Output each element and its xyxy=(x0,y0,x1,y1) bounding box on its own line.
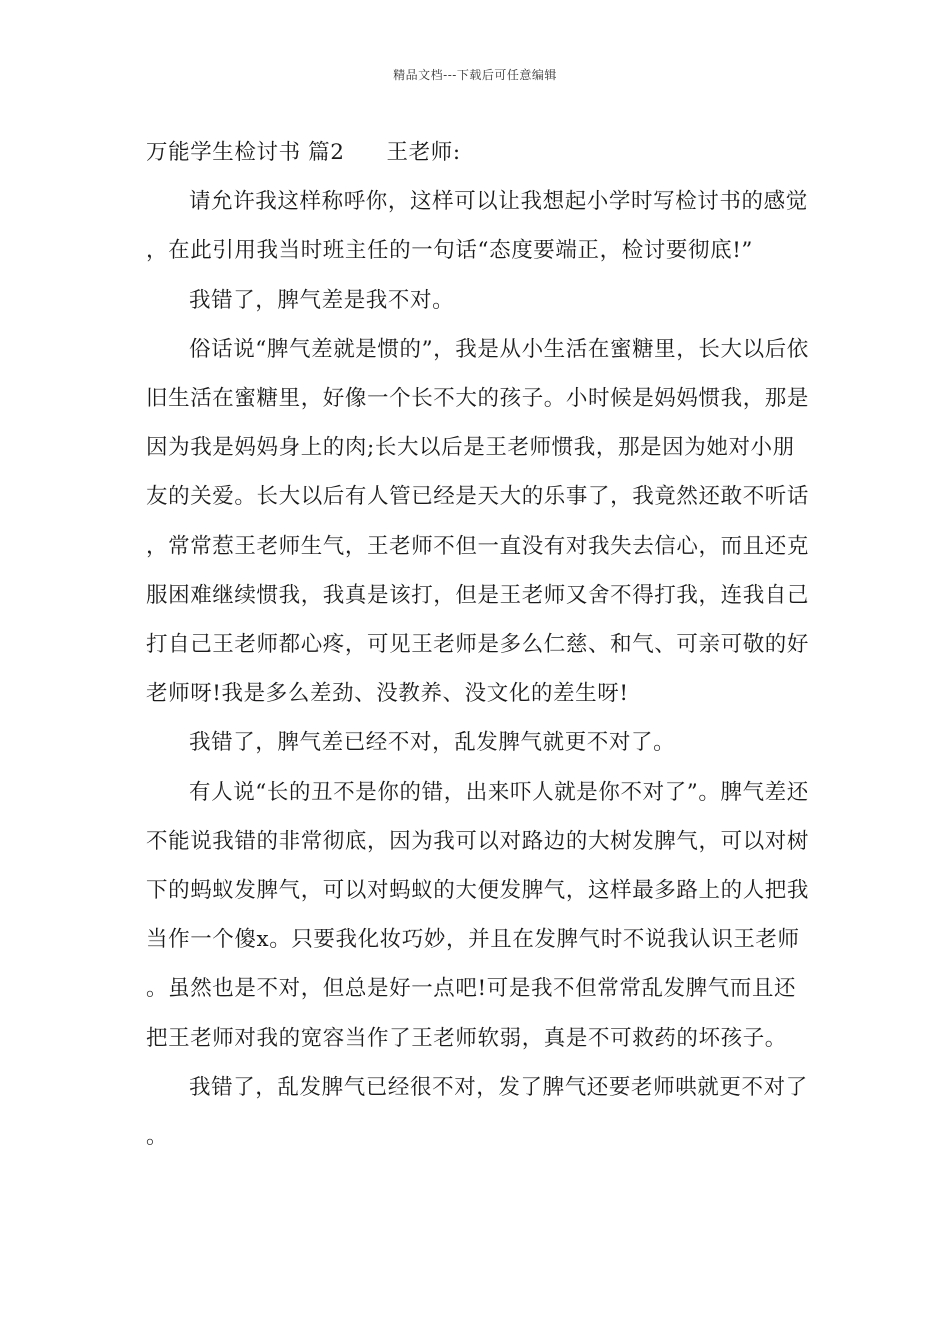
paragraph: 我错了，脾气差是我不对。 xyxy=(189,287,455,313)
header-note: 精品文档---下载后可任意编辑 xyxy=(393,68,557,82)
paragraph: 俗话说“脾气差就是惯的”，我是从小生活在蜜糖里，长大以后依旧生活在蜜糖里，好像一个长不大的孩子。小时候是妈妈惯我，那是因为我是妈妈身上的肉;长大以后是王老师惯我，那是因为她对小朋友的关爱。长大以后有人管已经是天大的乐事了，我竟然还敢不听话，常常惹王老师生气，王老师不但一直没有对我失去信心，而且还克服困难继续惯我，我真是该打，但是王老师又舍不得打我，连我自己打自己王老师都心疼，可见王老师是多么仁慈、和气、可亲可敬的好老师呀!我是多么差劲、没教养、没文化的差生呀! xyxy=(146,336,810,707)
document-title: 万能学生检讨书 篇2 xyxy=(146,140,345,165)
paragraph: 有人说“长的丑不是你的错，出来吓人就是你不对了”。脾气差还不能说我错的非常彻底，因为我可以对路边的大树发脾气，可以对树下的蚂蚁发脾气，可以对蚂蚁的大便发脾气，这样最多路上的人把我当作一个傻x。只要我化妆巧妙，并且在发脾气时不说我认识王老师。虽然也是不对，但总是好一点吧!可是我不但常常乱发脾气而且还把王老师对我的宽容当作了王老师软弱，真是不可救药的坏孩子。 xyxy=(146,779,810,1051)
paragraph: 我错了，乱发脾气已经很不对，发了脾气还要老师哄就更不对了。 xyxy=(146,1074,808,1150)
salutation: 王老师: xyxy=(386,140,461,165)
paragraph: 我错了，脾气差已经不对，乱发脾气就更不对了。 xyxy=(189,730,676,756)
title-line xyxy=(146,128,812,177)
paragraph: 请允许我这样称呼你，这样可以让我想起小学时写检讨书的感觉，在此引用我当时班主任的一句话“态度要端正，检讨要彻底!” xyxy=(146,189,808,264)
document-body xyxy=(146,128,812,1161)
